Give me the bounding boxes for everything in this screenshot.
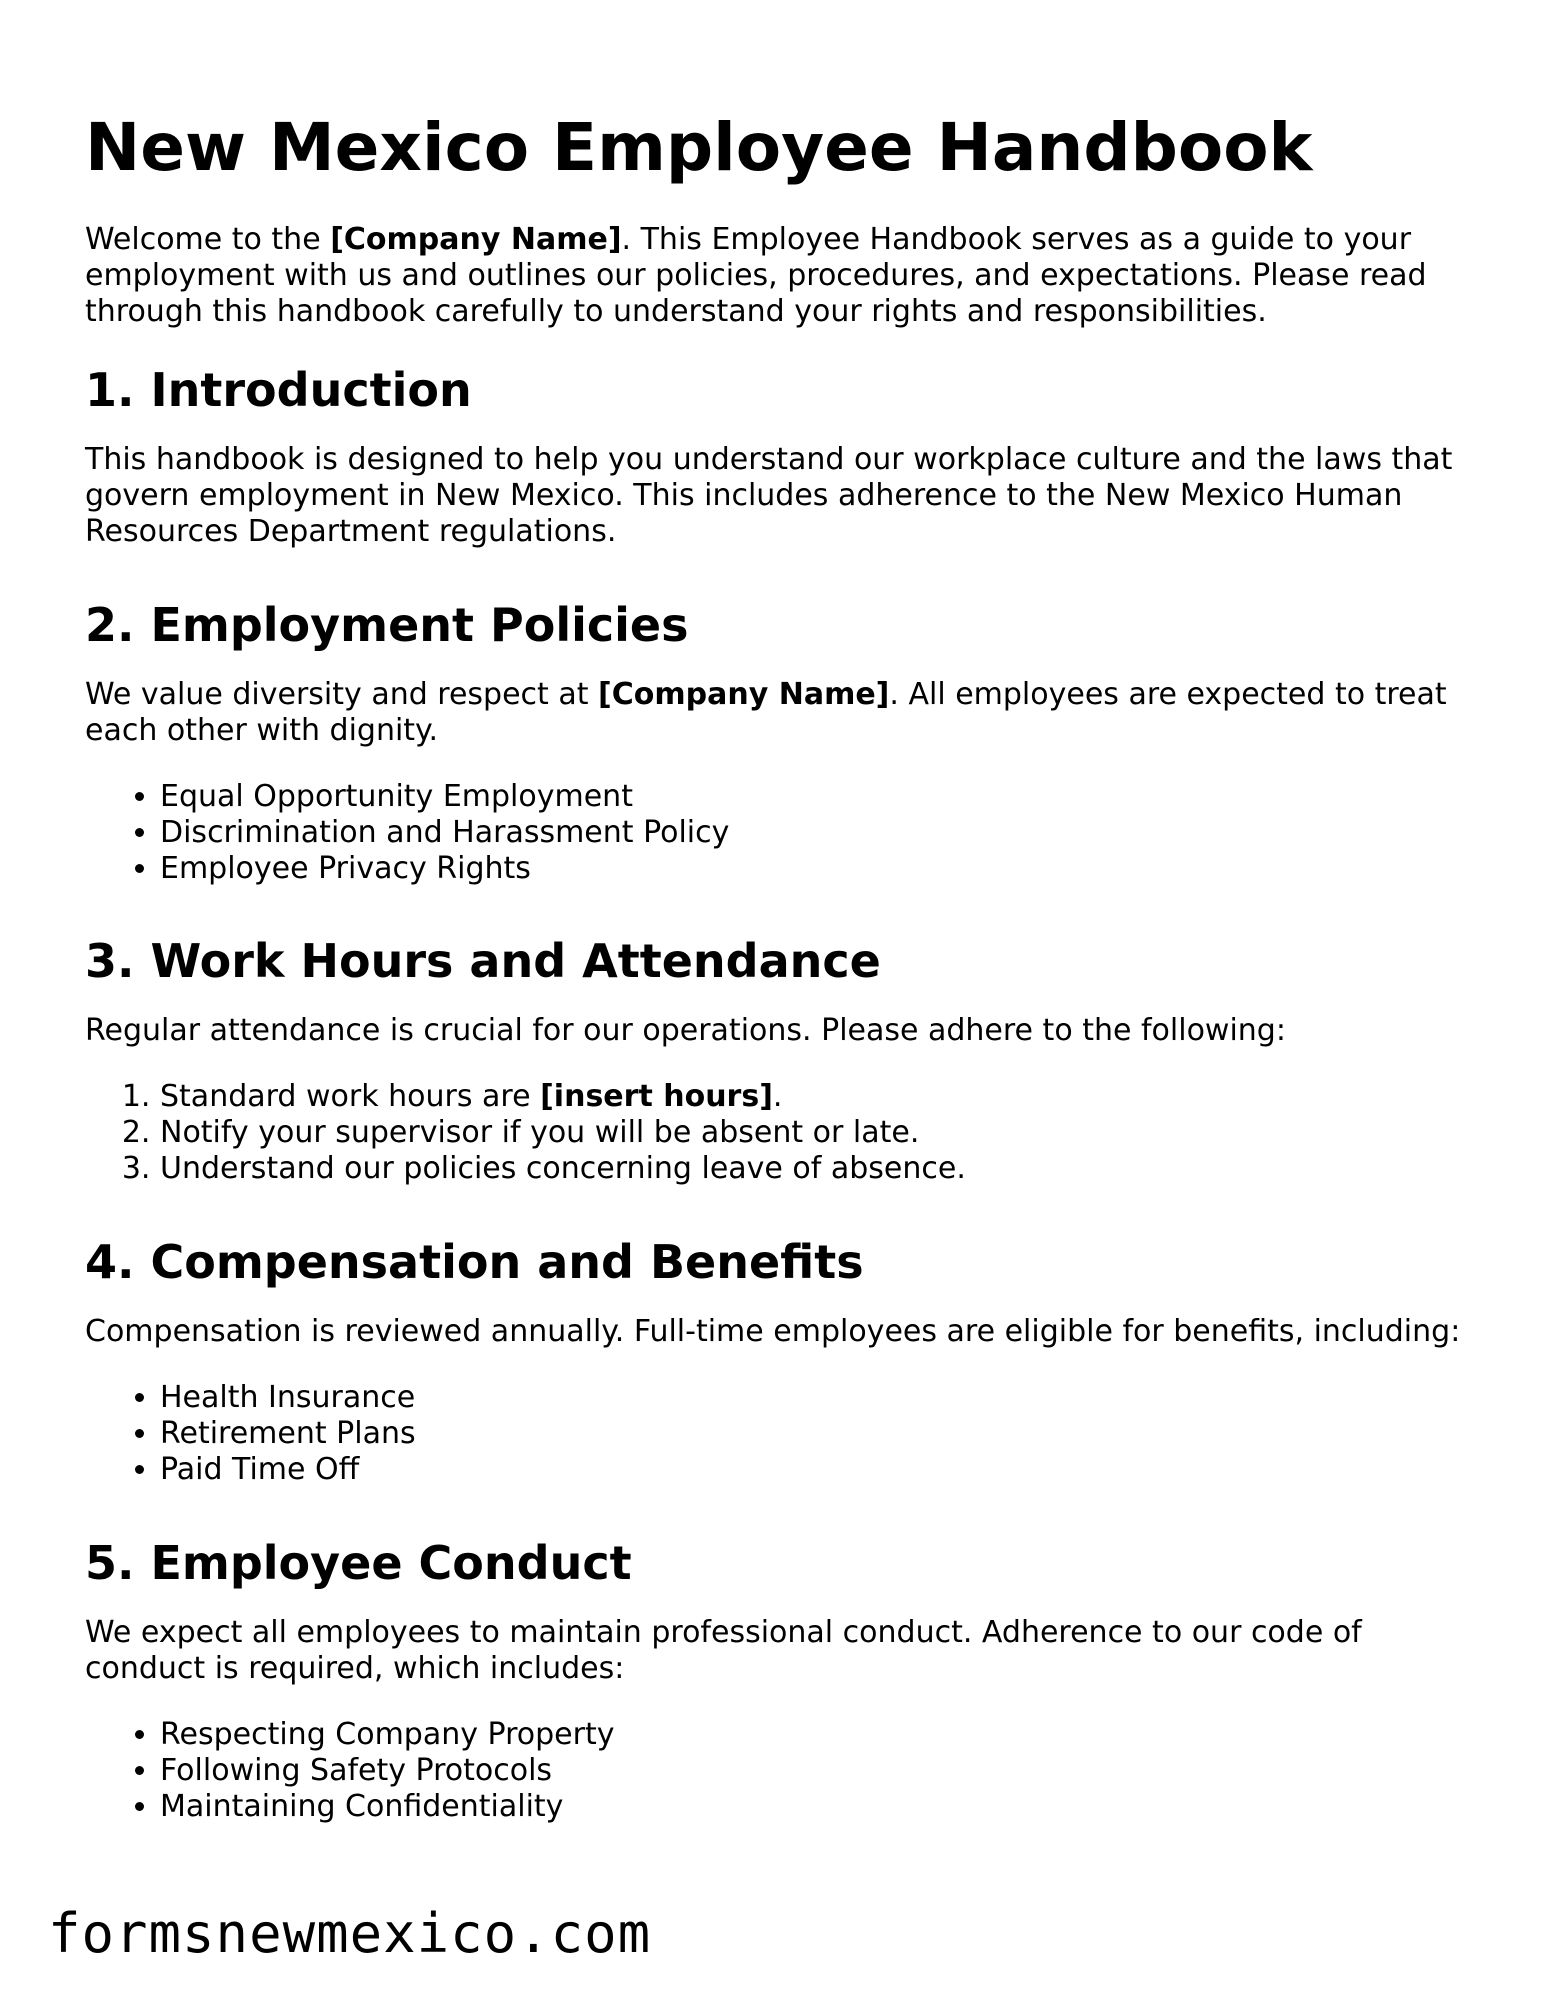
section-compensation [85,1234,1485,1488]
section-heading-employment-policies: 2. Employment Policies [85,598,689,652]
company-name-placeholder: [Company Name] [330,222,622,257]
list-item: • Respecting Company Property [160,1717,1485,1753]
benefits-list [85,1380,1485,1488]
list-item: 3. Understand our policies concerning leave of absence. [160,1151,1485,1187]
section-employee-conduct [85,1535,1485,1825]
insert-hours-placeholder: [insert hours] [540,1079,773,1114]
list-item: 2. Notify your supervisor if you will be absent or late. [160,1115,1485,1151]
section-heading-work-hours: 3. Work Hours and Attendance [85,934,881,988]
list-item-text: Standard work hours are [160,1079,541,1114]
site-watermark: formsnewmexico.com [48,1902,652,1965]
welcome-paragraph [85,222,1485,330]
section-employment-policies [85,597,1485,887]
list-item [160,1079,1485,1115]
list-item: • Health Insurance [160,1380,1485,1416]
conduct-paragraph: We expect all employees to maintain professional conduct. Adherence to our code of conduct is required, which includes: [85,1615,1362,1686]
company-name-placeholder: [Company Name] [598,677,890,712]
list-item-text: . [772,1079,783,1114]
list-item: • Paid Time Off [160,1452,1485,1488]
work-hours-paragraph: Regular attendance is crucial for our operations. Please adhere to the following: [85,1013,1286,1048]
section-introduction [85,362,1485,550]
employment-policies-list [85,779,1485,887]
employment-paragraph [85,677,1485,749]
section-work-hours [85,933,1485,1187]
list-item: • Equal Opportunity Employment [160,779,1485,815]
list-item: • Following Safety Protocols [160,1753,1485,1789]
conduct-list [85,1717,1485,1825]
list-item: • Employee Privacy Rights [160,851,1485,887]
document-title: New Mexico Employee Handbook [85,109,1313,186]
section-heading-employee-conduct: 5. Employee Conduct [85,1536,632,1590]
welcome-text-end: . This Employee Handbook serves as a guide to your employment with us and outlines our policies, procedures, and expectations. Please read through this handbook carefully to understand your rights and responsibilities. [85,222,1427,329]
section-heading-compensation: 4. Compensation and Benefits [85,1235,864,1289]
list-item: • Maintaining Confidentiality [160,1789,1485,1825]
welcome-text-start: Welcome to the [85,222,331,257]
compensation-paragraph: Compensation is reviewed annually. Full-time employees are eligible for benefits, including: [85,1314,1461,1349]
work-hours-list [85,1079,1485,1187]
employment-text-start: We value diversity and respect at [85,677,599,712]
list-item: • Retirement Plans [160,1416,1485,1452]
employment-text-end: . All employees are expected to treat each other with dignity. [85,677,1447,748]
introduction-paragraph: This handbook is designed to help you understand our workplace culture and the laws that govern employment in New Mexico. This includes adherence to the New Mexico Human Resources Department regulations. [85,442,1453,549]
section-heading-introduction: 1. Introduction [85,363,472,417]
list-item: • Discrimination and Harassment Policy [160,815,1485,851]
